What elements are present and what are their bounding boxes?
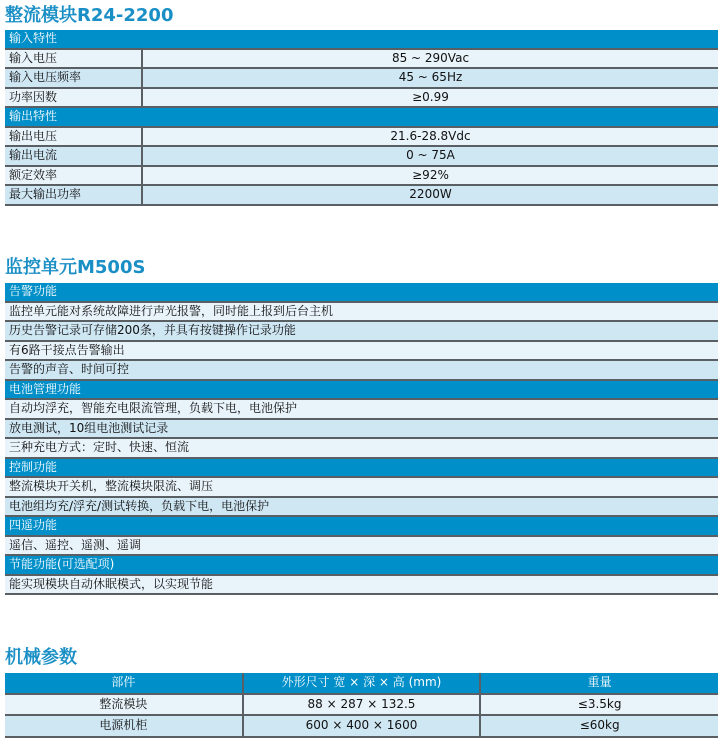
rectifier-title: 整流模块R24-2200 [5,5,174,26]
section-header [5,283,718,302]
param-value: 0 ~ 75A [142,146,718,166]
param-label: 输入电压 [5,49,142,69]
feature-text: 三种充电方式：定时、快速、恒流 [5,438,718,458]
rectifier-spec-table [5,30,718,206]
section-header-label: 输入特性 [5,30,718,49]
param-label: 输入电压频率 [5,68,142,88]
param-label: 功率因数 [5,88,142,108]
table-row [5,166,718,186]
table-cell: ≤3.5kg [480,694,718,716]
table-cell: 整流模块 [5,694,243,716]
section-header-label: 节能功能(可选配项) [5,555,718,575]
column-header: 部件 [5,673,243,694]
table-row [5,127,718,147]
section-header [5,30,718,49]
param-value: 85 ~ 290Vac [142,49,718,69]
feature-text: 整流模块开关机，整流模块限流、调压 [5,477,718,497]
feature-text: 自动均浮充，智能充电限流管理，负载下电，电池保护 [5,399,718,419]
section-header-label: 输出特性 [5,107,718,127]
table-row [5,360,718,380]
param-value: 21.6-28.8Vdc [142,127,718,147]
table-row [5,399,718,419]
table-row [5,536,718,556]
table-row [5,321,718,341]
section-header [5,516,718,536]
table-row [5,341,718,361]
section-header [5,107,718,127]
table-row [5,438,718,458]
table-cell: ≤60kg [480,715,718,737]
column-header: 外形尺寸 宽 × 深 × 高 (mm) [243,673,481,694]
header-row [5,673,718,694]
table-cell: 600 × 400 × 1600 [243,715,481,737]
feature-text: 历史告警记录可存储200条，并具有按键操作记录功能 [5,321,718,341]
table-row [5,302,718,322]
feature-text: 有6路干接点告警输出 [5,341,718,361]
param-label: 额定效率 [5,166,142,186]
feature-text: 电池组均充/浮充/测试转换，负载下电，电池保护 [5,497,718,517]
table-cell: 88 × 287 × 132.5 [243,694,481,716]
section-header [5,380,718,400]
section-header-label: 四遥功能 [5,516,718,536]
param-label: 最大输出功率 [5,185,142,205]
table-row [5,715,718,737]
table-row [5,146,718,166]
section-header [5,458,718,478]
param-value: 2200W [142,185,718,205]
table-row [5,497,718,517]
mechanical-title: 机械参数 [5,647,77,668]
param-label: 输出电压 [5,127,142,147]
section-header-label: 电池管理功能 [5,380,718,400]
feature-text: 遥信、遥控、遥测、遥调 [5,536,718,556]
table-row [5,185,718,205]
table-row [5,68,718,88]
section-header-label: 告警功能 [5,283,718,302]
table-row [5,575,718,595]
mechanical-table [5,673,718,738]
table-cell: 电源机柜 [5,715,243,737]
table-row [5,419,718,439]
feature-text: 放电测试，10组电池测试记录 [5,419,718,439]
feature-text: 监控单元能对系统故障进行声光报警，同时能上报到后台主机 [5,302,718,322]
table-row [5,49,718,69]
feature-text: 告警的声音、时间可控 [5,360,718,380]
table-row [5,88,718,108]
section-header [5,555,718,575]
monitor-title: 监控单元M500S [5,257,146,278]
param-value: 45 ~ 65Hz [142,68,718,88]
table-row [5,694,718,716]
monitor-feature-table [5,283,718,595]
feature-text: 能实现模块自动休眠模式，以实现节能 [5,575,718,595]
column-header: 重量 [480,673,718,694]
param-value: ≥0.99 [142,88,718,108]
table-row [5,477,718,497]
param-label: 输出电流 [5,146,142,166]
param-value: ≥92% [142,166,718,186]
section-header-label: 控制功能 [5,458,718,478]
